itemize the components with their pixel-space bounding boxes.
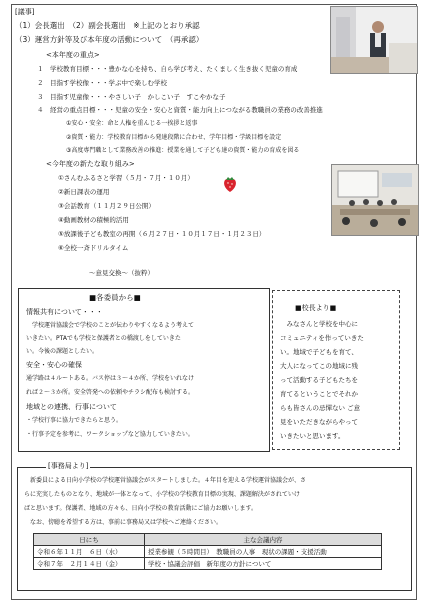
agenda-item: （3）運営方針等及び本年度の活動について （再承認） <box>15 35 204 44</box>
focus-line: ４ 経営の重点目標・・・児童の安全・安心と資質・能力向上につながる教職員の業務の改善推進 <box>37 106 323 114</box>
principal-text: いきたいと思います。 <box>280 432 345 440</box>
focus-line: ３ 目指す児童像・・・やさしい子 かしこい子 すこやかな子 <box>37 93 226 101</box>
initiatives-heading: <今年度の新たな取り組み> <box>46 160 135 168</box>
initiative-item: ②新日課表の運用 <box>58 188 110 196</box>
table-header-cell: 主な会議内容 <box>145 534 382 546</box>
committee-section-heading: 地域との連携、行事について <box>26 403 117 411</box>
committee-text: 通学路は４ルートある。バス停は３～４か所、学校をいれなけ <box>26 375 195 382</box>
office-text: 新委員による日向小学校の学校運営協議会がスタートしました。４年目を迎える学校運営協議会が、さ <box>24 477 307 484</box>
principal-text: らも皆さんの忌憚ない ご意 <box>280 404 361 412</box>
committee-title: ■各委員から■ <box>89 293 141 302</box>
table-row <box>34 558 382 570</box>
principal-text: 見をいただきながらやって <box>280 418 358 426</box>
committee-section-heading: 情報共有について・・・ <box>26 308 103 316</box>
principal-text: 大人になってこの地域に残 <box>280 362 358 370</box>
principal-text: みなさんと学校を中心に <box>280 320 358 328</box>
initiative-item: ⑥全校一斉ドリルタイム <box>58 244 129 252</box>
table-cell-date: 令和６年１１月 ６日（水） <box>34 546 145 558</box>
committee-text: ・学校行事に協力できたらと思う。 <box>26 417 123 424</box>
office-text: なお、傍聴を希望する方は、事前に事務局又は学校へご連絡ください。 <box>24 519 223 526</box>
initiative-item: ⑤放課後子ども教室の再開（６月２７日・１０月１７日・１月２３日） <box>58 230 266 238</box>
committee-section-heading: 安全・安心の確保 <box>26 361 82 369</box>
initiative-item: ①さんむふるさと学習（５月・７月・１０月） <box>58 174 194 182</box>
focus-line: ２ 目指す学校像・・・学ぶ中で楽しむ学校 <box>37 79 167 87</box>
focus-sub: ③高度専門職として業務改善の推進：授業を通して子ども達の資質・能力の育成を図る <box>66 147 300 154</box>
opinion-exchange-heading: ～意見交換～（抜粋） <box>89 269 154 277</box>
initiative-item: ③会話教育（１１月２９日公開） <box>58 202 155 210</box>
focus-line: １ 学校教育目標・・・豊かな心を持ち、自ら学び考え、たくましく生き抜く児童の育成 <box>37 65 298 73</box>
committee-text: い。今後の課題としたい。 <box>26 348 99 355</box>
meeting-photo <box>330 6 418 74</box>
focus-sub: ①安心・安全：命と人権を重んじる一挨拶と返事 <box>66 120 198 127</box>
classroom-photo <box>331 164 419 236</box>
committee-text: れば２～３か所。安全啓発への依頼やチラシ配布も検討する。 <box>26 389 195 396</box>
table-cell-date: 令和７年 ２月１４日（金） <box>34 558 145 570</box>
table-cell-content: 授業参観（５時間目） 教職員の人事 現状の課題・支援活動 <box>145 546 382 558</box>
office-text: ばと思います。保護者、地域の方々も、日向小学校の教育活動にご協力お願いします。 <box>24 505 258 512</box>
committee-text: ・行事予定を参考に、ワークショップなど協力していきたい。 <box>26 431 194 438</box>
principal-title: ■校長より■ <box>295 304 337 312</box>
principal-text: って活動する子どもたちを <box>280 376 358 384</box>
committee-text: 学校運営協議会で学校のことが伝わりやすくなるよう考えて <box>26 322 195 329</box>
focus-sub: ②資質・能力：学校教育目標から発達段階に合わせ、学年目標・学級目標を設定 <box>66 134 282 141</box>
principal-box <box>272 290 400 450</box>
table-header-row <box>34 534 382 546</box>
office-box <box>17 467 412 591</box>
initiative-item: ④動画教材の積極的活用 <box>58 216 129 224</box>
office-text: らに充実したものとなり、地域が一体となって、小学校の学校教育目標の実現、課題解決がされていけ <box>24 491 300 498</box>
principal-text: コミュニティを作っていきた <box>280 334 364 342</box>
principal-text: い。地域で子どもを育て、 <box>280 348 358 356</box>
table-header-cell: 日にち <box>34 534 145 546</box>
agenda-item: （1）会長選出 （2）副会長選出 ※上記のとおり承認 <box>15 21 200 30</box>
schedule-table <box>33 533 382 570</box>
office-title: [事務局より] <box>48 462 89 470</box>
year-focus-heading: <本年度の重点> <box>46 51 100 59</box>
table-cell-content: 学校・協議会評価 新年度の方針について <box>145 558 382 570</box>
table-row <box>34 546 382 558</box>
strawberry-icon <box>222 175 238 193</box>
agenda-header: [議事] <box>15 8 35 16</box>
committee-text: いきたい。PTAでも学校と保護者との橋渡しをしていきた <box>26 335 181 342</box>
principal-text: 育てるということでそれか <box>280 390 358 398</box>
